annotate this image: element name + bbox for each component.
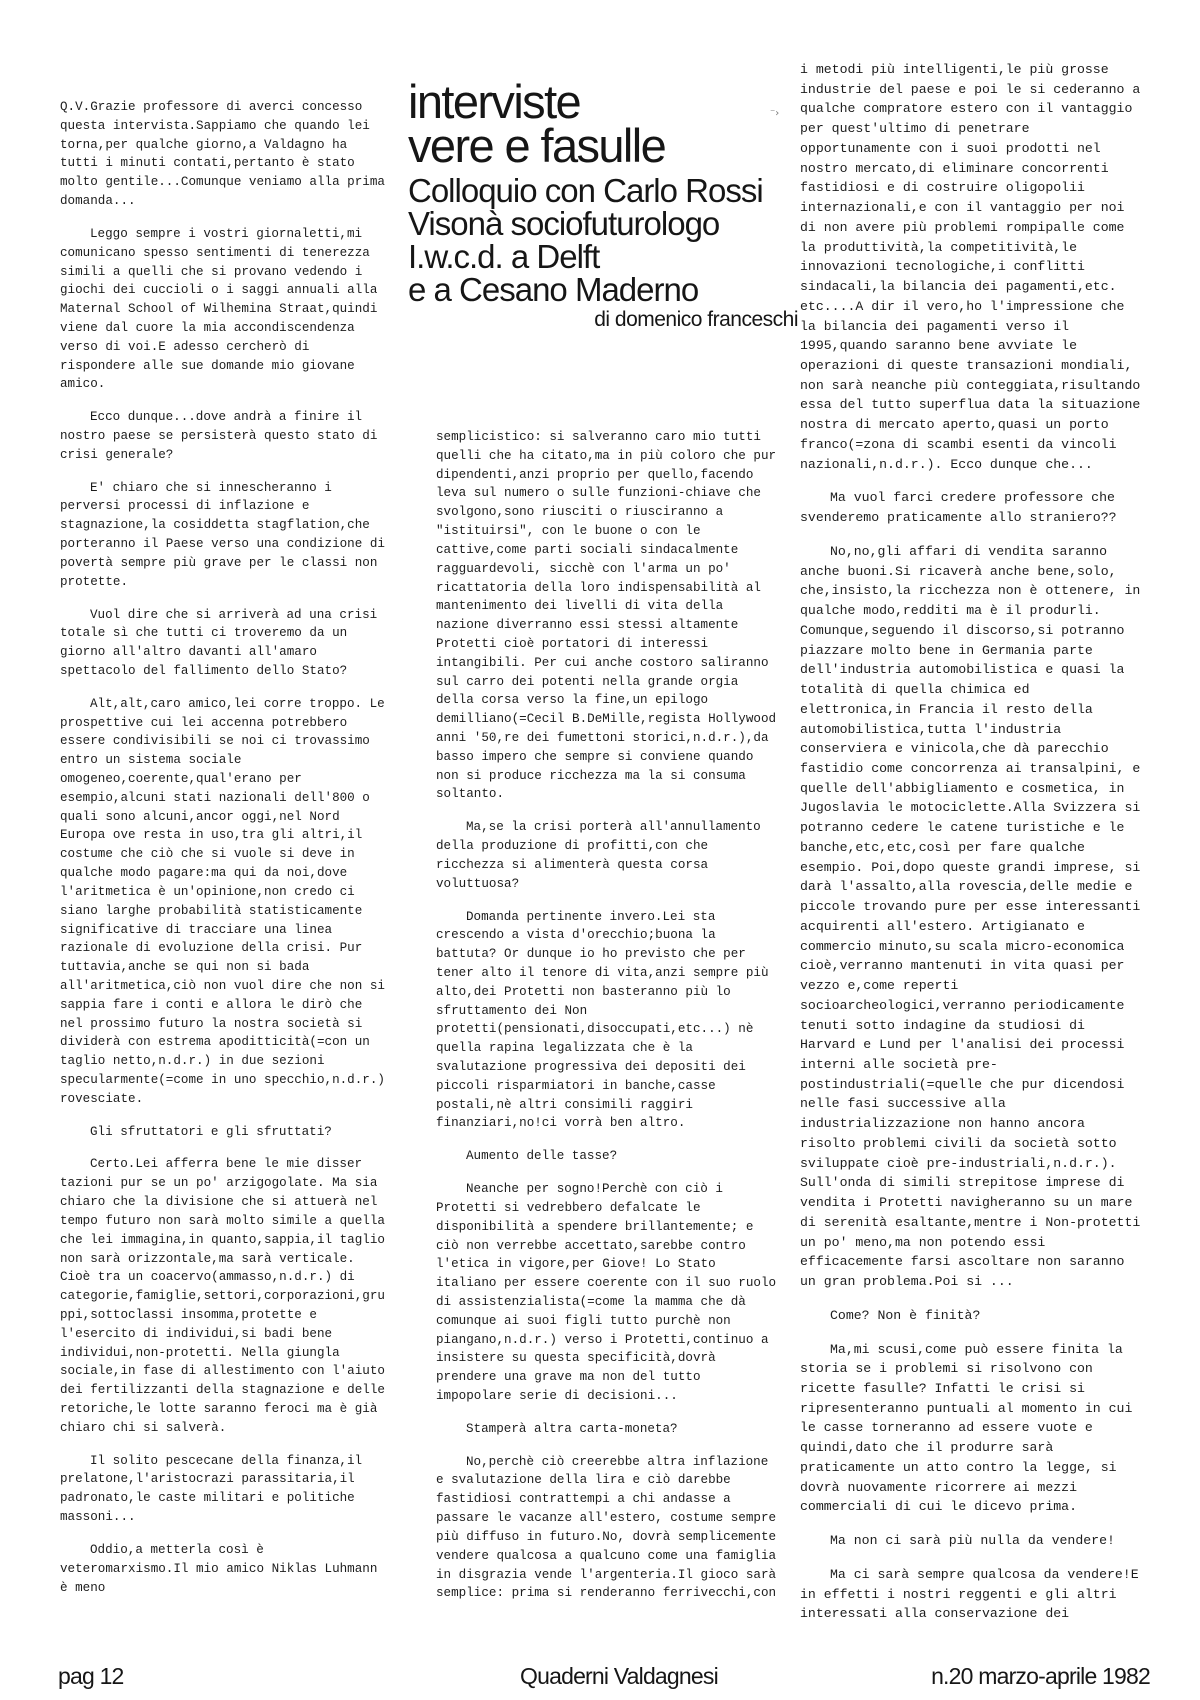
article-paragraph: Vuol dire che si arriverà ad una crisi totale sì che tutti ci troveremo da un giorno all'altro davanti all'amaro spettacolo del fallimento dello Stato? [60,607,378,678]
subtitle [408,174,798,306]
text-column-2 [436,428,781,1617]
article-paragraph: Oddio,a metterla così è veteromarxismo.Il mio amico Niklas Luhmann è meno [60,1542,378,1595]
article-paragraph: Q.V.Grazie professore di averci concesso questa intervista.Sappiamo che quando lei torna,per qualche giorno,a Valdagno ha tutti i minuti contati,pertanto è stato molto gentile...Comunque veniamo alla prima domanda... [60,100,385,209]
byline: di domenico franceschi [594,308,798,331]
title-line-1: interviste [408,75,581,128]
subtitle-line: Colloquio con Carlo Rossi [408,172,763,209]
subtitle-line: I.w.c.d. a Delft [408,238,600,275]
article-paragraph: Domanda pertinente invero.Lei sta crescendo a vista d'orecchio;buona la battuta? Or dunque io ho previsto che per tener alto il tenore di vita,anzi sempre più alto,dei Protetti non basteranno più lo sfruttamento dei Non protetti(pensionati,disoccupati,etc...) nè quella rapina legalizzata che è la svalutazione progressiva dei depositi dei piccoli risparmiatori in banche,casse postali,nè altri consimili raggiri finanziari,no!ci vorrà ben altro. [436,909,769,1131]
article-paragraph: Alt,alt,caro amico,lei corre troppo. Le prospettive cui lei accenna potrebbero essere condivisibili se noi ci trovassimo entro un sistema sociale omogeneo,coerente,qual'erano per esempio,alcuni stati nazionali dell'800 o quali sono alcuni,ancor oggi,nel Nord Europa ove resta in uso,tra gli altri,il costume che ciò che si vuole si deve in qualche modo pagare:ma qui da noi,dove l'aritmetica è un'opinione,non credo ci siano larghe probabilità statisticamente significative di tracciare una linea razionale di evoluzione della crisi. Pur tuttavia,anche se qui non si bada all'aritmetica,ciò non vuol dire che non si sappia fare i conti e allora le dirò che nel prossimo futuro la nostra società si dividerà con estrema apoditticità(=con un taglio netto,n.d.r.) in due sezioni specularmente(=come in uno specchio,n.d.r.) rovesciate. [60,696,385,1106]
article-paragraph: Aumento delle tasse? [466,1149,618,1164]
small-arrow-icon: ⁻› [770,108,780,119]
title-line-2: vere e fasulle [408,119,666,172]
article-paragraph: Ma,se la crisi porterà all'annullamento della produzione di profitti,con che ricchezza si alimenterà questa corsa voluttuosa? [436,820,761,891]
subtitle-line: e a Cesano Maderno [408,271,699,308]
article-paragraph: Gli sfruttatori e gli sfruttati? [90,1124,332,1139]
publication-name: Quaderni Valdagnesi [520,1663,718,1689]
article-paragraph: Ecco dunque...dove andrà a finire il nostro paese se persisterà questo stato di crisi generale? [60,410,378,462]
article-paragraph: E' chiaro che si innescheranno i perversi processi di inflazione e stagnazione,la cosiddetta stagflation,che porteranno il Paese verso una condizione di povertà sempre più grave per le classi non protette. [60,480,385,589]
article-paragraph: No,no,gli affari di vendita saranno anche buoni.Si ricaverà anche bene,solo, che,insisto,la ricchezza non è ottenere, in qualche modo,redditi ma è il produrli. Comunque,seguendo il discorso,si potranno piazzare molto bene in Germania parte dell'industria automobilistica e quasi la totalità di quella chimica ed elettronica,in Francia il resto della automobilistica,tutta l'industria conserviera e vinicola,che dà parecchio fastidio come concorrenza ai transalpini, e quelle dell'abbigliamento e cosmetica, in Jugoslavia le motociclette.Alla Svizzera si potranno cedere le catene turistiche e le banche,etc,etc,così per fare qualche esempio. Poi,dopo queste grandi imprese, si darà l'assalto,alla rovescia,delle medie e piccole trovando pure per esse interessanti acquirenti all'estero. Artigianato e commercio minuto,su scala micro-economica cioè,verranno mantenuti in vita quasi per vezzo e,come reperti socioarcheologici,verranno periodicamente tenuti sotto indagine da studiosi di Harvard e Lund per l'analisi dei processi interni alle società pre-postindustriali(=quelle che pur dicendosi nelle fasi successive alla industrializzazione non hanno ancora risolto problemi civili da società sotto sviluppate cioè pre-industriali,n.d.r.). Sull'onda di simili strepitose imprese di vendita i Protetti navigheranno su un mare di serenità esaltante,mentre i Non-protetti un po' meno,ma non potendo essi efficacemente farsi ascoltare non saranno un gran problema.Poi si ... [800,543,1141,1290]
article-paragraph: Neanche per sogno!Perchè con ciò i Protetti si vedrebbero defalcate le disponibilità a spendere brillantemente; e ciò non verrebbe accettato,sarebbe contro l'etica in vigore,per Giove! Lo Stato italiano per essere coerente con il suo ruolo di assistenzialista(=come la mamma che dà comunque ai suoi figli tutto purchè non piangano,n.d.r.) verso i Protetti,continuo a insistere su questa specificità,dovrà prendere una grave ma non del tutto impopolare serie di decisioni... [436,1182,777,1403]
article-paragraph: No,perchè ciò creerebbe altra inflazione e svalutazione della lira e ciò darebbe fastidiosi contrattempi a chi andasse a passare le vacanze all'estero, costume sempre più diffuso in futuro.No, dovrà semplicemente vendere qualcosa a qualcuno come una famiglia in disgrazia vende l'argenteria.Il gioco sarà semplice: prima si renderanno ferrivecchi,con [436,1454,777,1601]
article-paragraph: Certo.Lei afferra bene le mie disser tazioni pur se un po' arzigogolate. Ma sia chiaro che la divisione che si attuerà nel tempo futuro non sarà molto simile a quella che lei immagina,in quanto,sappia,il taglio non sarà orizzontale,ma sarà verticale. Cioè tra un coacervo(ammasso,n.d.r.) di categorie,famiglie,settori,corporazioni,gruppi,sottoclassi insomma,protette e l'esercito di individui,si badi bene individui,non-protetti. Nella giungla sociale,in fase di allestimento con l'aiuto dei fertilizzanti della stagnazione e delle retoriche,le lotte saranno feroci ma è già chiaro chi si salverà. [60,1157,385,1435]
article-title-block [408,75,798,308]
article-paragraph: i metodi più intelligenti,le più grosse industrie del paese e poi le si cederanno a qualche compratore estero con il vantaggio per quest'ultimo di penetrare opportunamente con i suoi prodotti nel nostro mercato,di eliminare concorrenti fastidiosi e di costruire oligopolii internazionali,e con il vantaggio per noi di non avere più problemi rompipalle come la produttività,la competitività,le innovazioni tecnologiche,i conflitti sindacali,la bilancia dei pagamenti,etc. etc....A dir il vero,ho l'impressione che la bilancia dei pagamenti verso il 1995,quando saranno bene avviate le operazioni di queste transazioni mondiali, non sarà neanche più conteggiata,risultando essa del tutto superflua data la situazione nostra di mercato aperto,quasi un porto franco(=zona di scambi esenti da vincoli nazionali,n.d.r.). Ecco dunque che... [800,62,1141,472]
article-paragraph: semplicistico: si salveranno caro mio tutti quelli che ha citato,ma in più coloro che pur dipendenti,anzi proprio per quello,facendo leva sul numero o sulle funzioni-chiave che svolgono,sono riusciti o riusciranno a "istituirsi", con le buone o con le cattive,come parti sociali sindacalmente ragguardevoli, sicchè con l'arma un po' ricattatoria della loro indispensabilità al mantenimento dei livelli di vita della nazione diverranno essi stessi altamente Protetti cioè portatori di interessi intangibili. Per cui anche costoro saliranno sul carro dei potenti nella grande orgia della corsa verso la fine,un epilogo demilliano(=Cecil B.DeMille,regista Hollywood anni '50,re dei fumettoni storici,n.d.r.),da basso impero che sempre si conviene quando non si produce ricchezza ma la si consuma soltanto. [436,430,777,802]
subtitle-line: Visonà sociofuturologo [408,205,720,242]
article-paragraph: Stamperà altra carta-moneta? [466,1421,678,1436]
page-number: pag 12 [58,1663,124,1689]
text-column-1 [60,98,390,1611]
article-paragraph: Leggo sempre i vostri giornaletti,mi comunicano spesso sentimenti di tenerezza simili a quelli che si provano vedendo i giochi dei cuccioli o i saggi annuali alla Maternal School of Wilhemina Straat,quindi viene dal cuore la mia accondiscendenza verso di voi.E adesso cercherò di rispondere alle sue domande mio giovane amico. [60,226,378,392]
article-paragraph: Il solito pescecane della finanza,il prelatone,l'aristocrazi parassitaria,il padronato,le caste militari e politiche massoni... [60,1453,363,1525]
article-paragraph: Ma non ci sarà più nulla da vendere! [830,1533,1115,1549]
article-paragraph: Ma ci sarà sempre qualcosa da vendere!E in effetti i nostri reggenti e gli altri interessati alla conservazione dei [800,1566,1139,1622]
text-column-3 [800,60,1145,1638]
article-paragraph: Ma,mi scusi,come può essere finita la storia se i problemi si risolvono con ricette fasulle? Infatti le crisi si ripresenteranno puntuali al momento in cui le casse torneranno ad essere vuote e quindi,dato che il produrre sarà praticamente un atto contro la legge, si dovrà nuovamente ricorrere ai mezzi commerciali di cui le dicevo prima. [800,1341,1133,1515]
issue-date: n.20 marzo-aprile 1982 [931,1663,1150,1689]
article-paragraph: Come? Non è finità? [830,1307,981,1323]
article-paragraph: Ma vuol farci credere professore che svenderemo praticamente allo straniero?? [800,490,1117,526]
